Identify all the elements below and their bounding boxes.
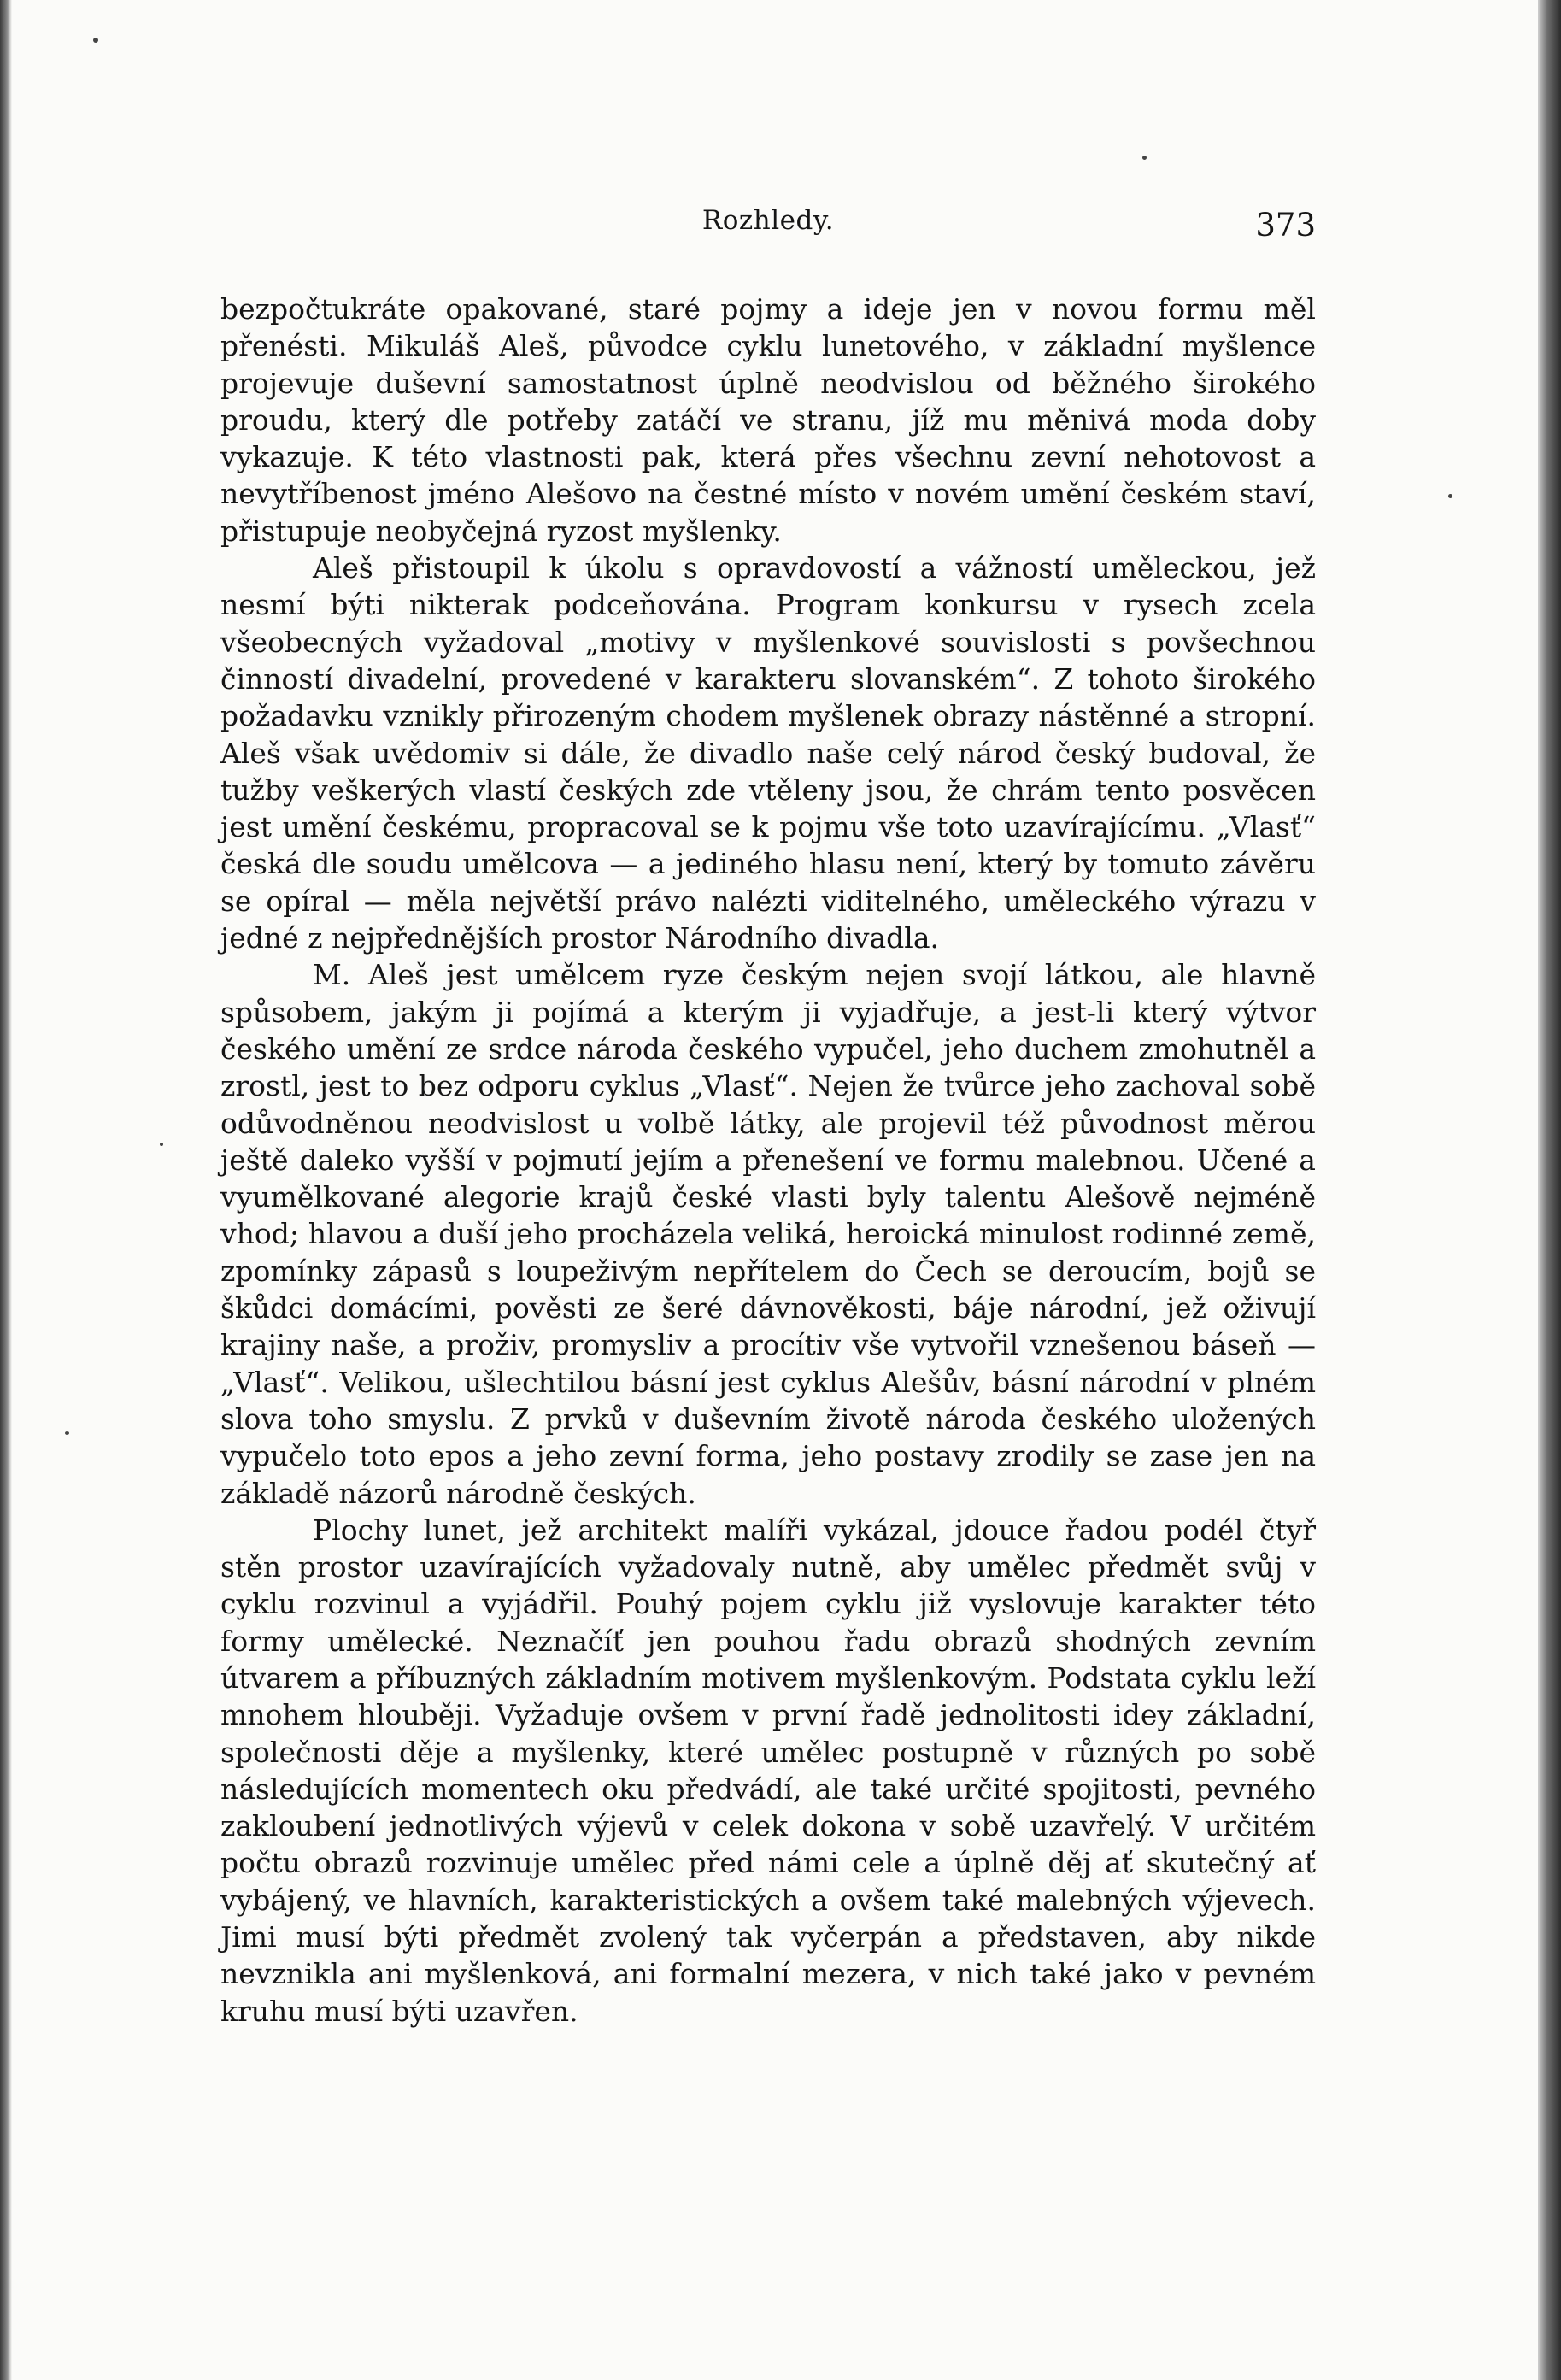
page-header xyxy=(220,205,1316,248)
scan-edge-shadow xyxy=(1538,0,1561,2380)
paragraph-4: Plochy lunet, jež architekt malíři vykázal, jdouce řadou podél čtyř stěn prostor uzavírajících vyžadovaly nutně, aby umělec předmět svůj v cyklu rozvinul a vyjádřil. Pouhý pojem cyklu již vyslovuje karakter této formy umělecké. Neznačíť jen pouhou řadu obrazů shodných zevním útvarem a příbuzných základním motivem myšlenkovým. Podstata cyklu leží mnohem hlouběji. Vyžaduje ovšem v první řadě jednolitosti idey základní, společnosti děje a myšlenky, které umělec postupně v různých po sobě následujících momentech oku předvádí, ale také určité spojitosti, pevného zakloubení jednotlivých výjevů v celek dokona v sobě uzavřelý. V určitém počtu obrazů rozvinuje umělec před námi cele a úplně děj ať skutečný ať vybájený, ve hlavních, karakteristických a ovšem také malebných výjevech. Jimi musí býti předmět zvolený tak vyčerpán a představen, aby nikde nevznikla ani myšlenková, ani formalní mezera, v nich také jako v pevném kruhu musí býti uzavřen. xyxy=(220,1513,1316,2028)
scan-speck xyxy=(93,38,98,43)
page-number: 373 xyxy=(1255,207,1316,244)
scan-speck xyxy=(65,1431,69,1435)
paragraph-1: bezpočtukráte opakované, staré pojmy a ideje jen v novou formu měl přenésti. Mikuláš Aleš, původce cyklu lunetového, v základní myšlence projevuje duševní samostatnost úplně neodvislou od běžného širokého proudu, který dle potřeby zatáčí ve stranu, jíž mu měnivá moda doby vykazuje. K této vlastnosti pak, která přes všechnu zevní nehotovost a nevytříbenost jméno Alešovo na čestné místo v novém umění českém staví, přistupuje neobyčejná ryzost myšlenky. xyxy=(220,292,1316,548)
running-head: Rozhledy. xyxy=(701,205,835,236)
scan-speck xyxy=(1448,494,1452,498)
paragraph-2: Aleš přistoupil k úkolu s opravdovostí a vážností uměleckou, jež nesmí býti nikterak podceňována. Program konkursu v rysech zcela všeobecných vyžadoval „motivy v myšlenkové souvislosti s povšechnou činností divadelní, provedené v karakteru slovanském“. Z tohoto širokého požadavku vznikly přirozeným chodem myšlenek obrazy nástěnné a stropní. Aleš však uvědomiv si dále, že divadlo naše celý národ český budoval, že tužby veškerých vlastí českých zde vtěleny jsou, že chrám tento posvěcen jest umění českému, propracoval se k pojmu vše toto uzavírajícímu. „Vlasť“ česká dle soudu umělcova — a jediného hlasu není, který by tomuto závěru se opíral — měla největší právo nalézti viditelného, uměleckého výrazu v jedné z nejpřednějších prostor Národního divadla. xyxy=(220,551,1316,955)
paragraph-3: M. Aleš jest umělcem ryze českým nejen svojí látkou, ale hlavně spůsobem, jakým ji pojímá a kterým ji vyjadřuje, a jest-li který výtvor českého umění ze srdce národa českého vypučel, jeho duchem zmohutněl a zrostl, jest to bez odporu cyklus „Vlasť“. Nejen že tvůrce jeho zachoval sobě odůvodněnou neodvislost u volbě látky, ale projevil též původnost měrou ještě daleko vyšší v pojmutí jejím a přenešení ve formu malebnou. Učené a vyumělkované alegorie krajů české vlasti byly talentu Alešově nejméně vhod; hlavou a duší jeho procházela veliká, heroická minulost rodinné země, zpomínky zápasů s loupeživým nepřítelem do Čech se deroucím, bojů se škůdci domácími, pověsti ze šeré dávnověkosti, báje národní, jež oživují krajiny naše, a proživ, promysliv a procítiv vše vytvořil vznešenou báseň — „Vlasť“. Velikou, ušlechtilou básní jest cyklus Alešův, básní národní v plném slova toho smyslu. Z prvků v duševním životě národa českého uložených vypučelo toto epos a jeho zevní forma, jeho postavy zrodily se zase jen na základě názorů národně českých. xyxy=(220,958,1316,1510)
scan-speck xyxy=(160,1143,163,1146)
scan-speck xyxy=(1142,156,1147,160)
body-text xyxy=(220,291,1316,2030)
